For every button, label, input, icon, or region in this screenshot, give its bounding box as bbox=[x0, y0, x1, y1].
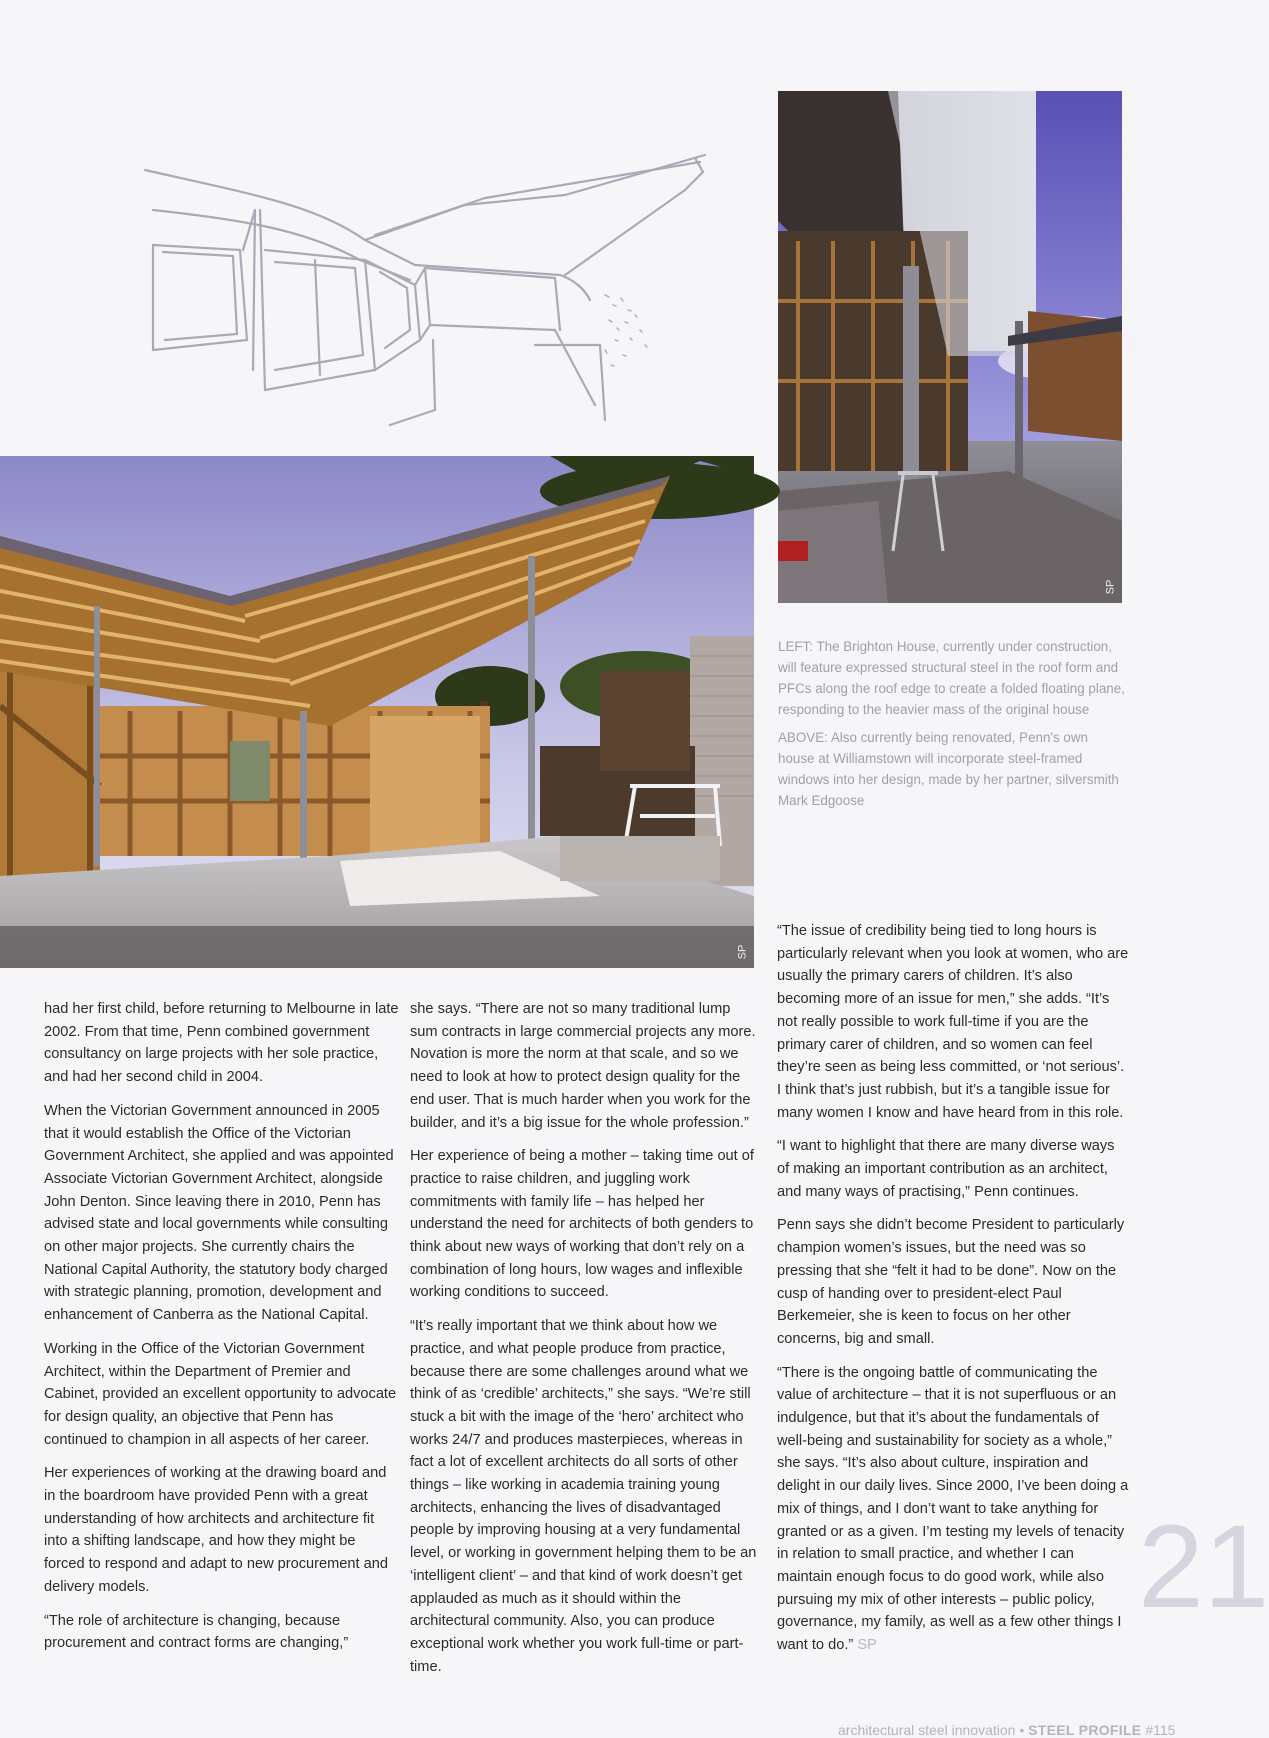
paragraph: Her experiences of working at the drawing board and in the boardroom have provided Penn with a great understanding of how architects and architecture fit into a shifting landscape, and how they might be forced to respond and adapt to new procurement and delivery models. bbox=[44, 1465, 388, 1595]
footer-brand: STEEL PROFILE bbox=[1028, 1722, 1142, 1738]
photo-credit: SP bbox=[736, 944, 749, 960]
article-column-2 bbox=[410, 998, 760, 1689]
article-column-1 bbox=[44, 998, 400, 1666]
paragraph: Penn says she didn’t become President to particularly champion women’s issues, but the need was so pressing that she “felt it had to be done”. Now on the cusp of handing over to president-elect Paul Berkemeier, she is keen to focus on her other concerns, big and small. bbox=[777, 1217, 1125, 1347]
article-column-3 bbox=[777, 920, 1129, 1668]
paragraph: “I want to highlight that there are many diverse ways of making an important contribution as an architect, and many ways of practising,” Penn continues. bbox=[777, 1138, 1115, 1200]
paragraph: she says. “There are not so many traditional lump sum contracts in large commercial projects any more. Novation is more the norm at that scale, and so we need to look at how to protect design quality for the end user. That is much harder when you work for the builder, and it’s a big issue for the whole profession.” bbox=[410, 1001, 756, 1131]
architectural-sketch bbox=[135, 150, 715, 430]
page-number: 21 bbox=[1138, 1501, 1269, 1633]
paragraph: When the Victorian Government announced in 2005 that it would establish the Office of the Victorian Government Architect, she applied and was appointed Associate Victorian Government Architect, alongside John Denton. Since leaving there in 2010, Penn has advised state and local governments while consulting on other major projects. She currently chairs the National Capital Authority, the statutory body charged with strategic planning, promotion, development and enhancement of Canberra as the National Capital. bbox=[44, 1102, 394, 1324]
paragraph: “The issue of credibility being tied to long hours is particularly relevant when you look at women, who are usually the primary carers of children. It’s also becoming more of an issue for men,” she adds. “It’s not really possible to work full-time if you are the primary carer of children, and so women can feel they’re seen as being less committed, or ‘not serious’. I think that’s just rubbish, but it’s a tangible issue for many women I know and have heard from in this role. bbox=[777, 923, 1129, 1121]
construction-timber-frame-photo bbox=[0, 456, 754, 968]
end-mark: SP bbox=[857, 1637, 877, 1654]
caption-above: ABOVE: Also currently being renovated, Penn's own house at Williamstown will incorporate steel-framed windows into her design, made by her partner, silversmith Mark Edgoose bbox=[778, 730, 1119, 808]
photo-credit: SP bbox=[1104, 579, 1117, 595]
paragraph-last bbox=[777, 1362, 1129, 1657]
paragraph: “It’s really important that we think about how we practice, and what people produce from practice, because there are some challenges around what we think of as ‘credible’ architects,” she says. “We’re still stuck a bit with the image of the ‘hero’ architect who works 24/7 and produces masterpieces, whereas in fact a lot of excellent architects do all sorts of other things – like working in academia training young architects, enhancing the lives of disadvantaged people by improving housing at a very fundamental level, or working in government helping them to be an ‘intelligent client’ – and that kind of work doesn’t get applauded as much as it should within the architectural community. Also, you can produce exceptional work whether you work full-time or part-time. bbox=[410, 1318, 757, 1675]
footer-issue: #115 bbox=[1145, 1722, 1176, 1738]
paragraph: “The role of architecture is changing, because procurement and contract forms are changing,” bbox=[44, 1612, 349, 1652]
footer-tagline: architectural steel innovation bbox=[838, 1722, 1016, 1738]
paragraph: Working in the Office of the Victorian Government Architect, within the Department of Premier and Cabinet, provided an excellent opportunity to advocate for design quality, an objective that Penn has continued to champion in all aspects of her career. bbox=[44, 1340, 397, 1448]
brighton-house-photo bbox=[778, 91, 1122, 603]
paragraph-text: “There is the ongoing battle of communicating the value of architecture – that it is not superfluous or an indulgence, but that it’s about the fundamentals of well-being and sustainability for society as a whole,” she says. “It’s also about culture, inspiration and delight in our daily lives. Since 2000, I’ve been doing a mix of things, and I don’t want to take anything for granted or as a given. I’m testing my levels of tenacity in relation to small practice, and whether I can maintain enough focus to do good work, while also pursuing my mix of other interests – public policy, governance, my family, as well as a few other things I want to do.” bbox=[777, 1364, 1129, 1654]
photo-captions bbox=[778, 636, 1128, 818]
footer bbox=[838, 1723, 1175, 1737]
paragraph: had her first child, before returning to Melbourne in late 2002. From that time, Penn combined government consultancy on large projects with her sole practice, and had her second child in 2004. bbox=[44, 1001, 399, 1086]
paragraph: Her experience of being a mother – taking time out of practice to raise children, and juggling work commitments with family life – has helped her understand the need for architects of both genders to think about new ways of working that don’t rely on a combination of long hours, low wages and inflexible working conditions to succeed. bbox=[410, 1148, 754, 1301]
caption-left: LEFT: The Brighton House, currently under construction, will feature expressed structural steel in the roof form and PFCs along the roof edge to create a folded floating plane, responding to the heavier mass of the original house bbox=[778, 639, 1125, 717]
footer-separator: • bbox=[1019, 1722, 1025, 1738]
